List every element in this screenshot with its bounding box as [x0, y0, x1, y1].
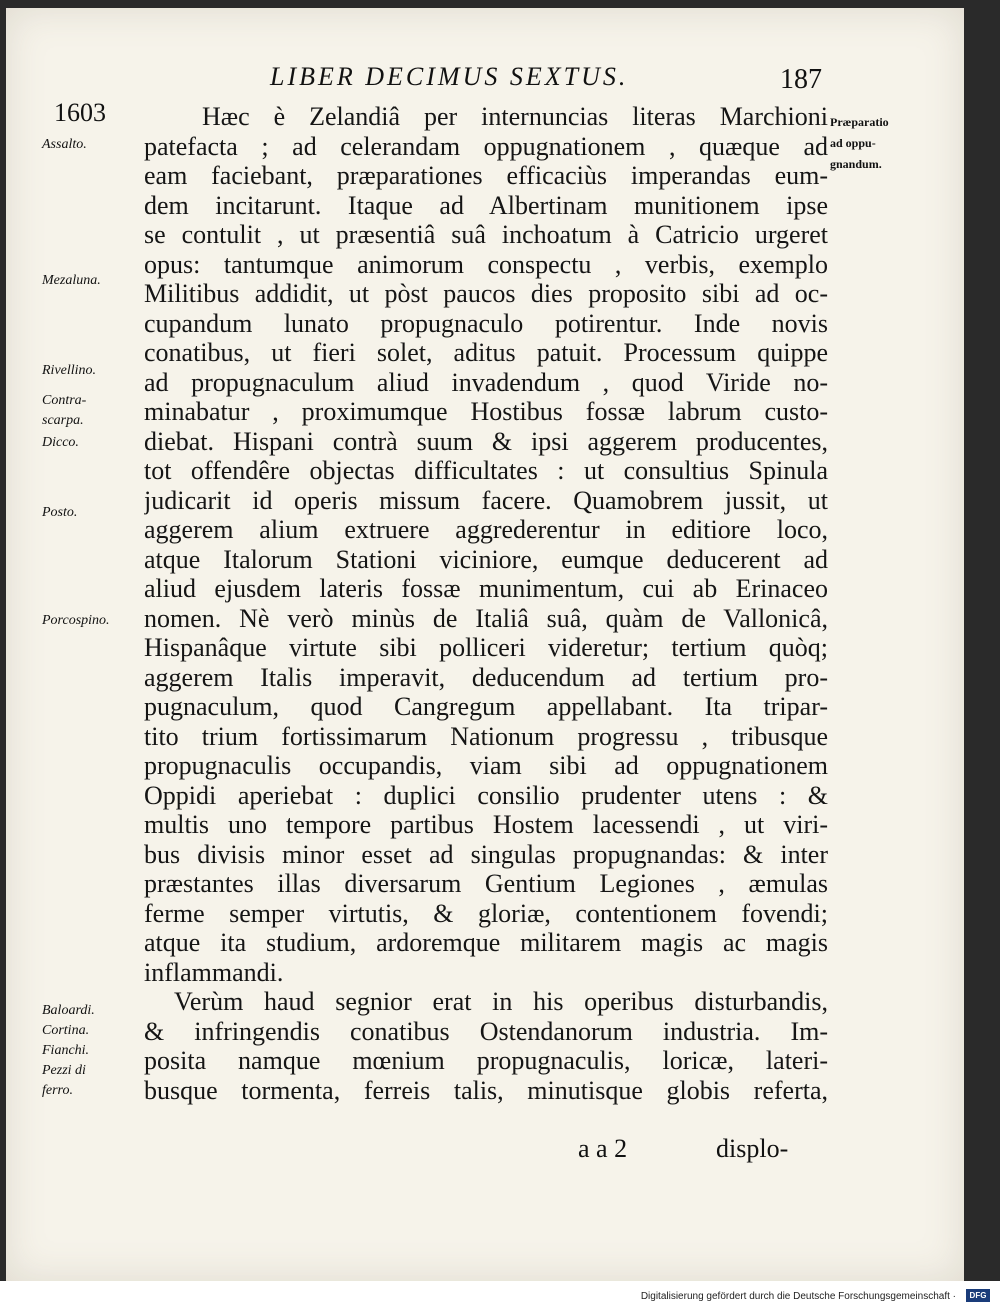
text-line: Oppidi aperiebat : duplici consilio prudenter utens : & — [144, 780, 828, 810]
text-line: posita namque mœnium propugnaculis, loricæ, lateri- — [144, 1046, 828, 1075]
text-line: judicarit id operis missum facere. Quamobrem jussit, ut — [144, 485, 828, 515]
text-line: & infringendis conatibus Ostendanorum industria. Im- — [144, 1016, 828, 1046]
text-line: inflammandi. — [144, 957, 284, 987]
margin-note: Assalto. — [42, 137, 87, 152]
text-line: aliud ejusdem lateris fossæ munimentum, cui ab Erinaceo — [144, 574, 828, 603]
text-line: propugnaculis occupandis, viam sibi ad oppugnationem — [144, 751, 828, 780]
footer-credit: Digitalisierung gefördert durch die Deutsche Forschungsgemeinschaft · — [640, 1291, 956, 1302]
running-head: LIBER DECIMUS SEXTUS. — [270, 62, 629, 91]
text-line: tito trium fortissimarum Nationum progressu , tribusque — [144, 721, 828, 751]
text-line: tot offendêre objectas difficultates : ut consultius Spinula — [144, 456, 828, 485]
text-line: Hæc è Zelandiâ per internuncias literas Marchioni — [202, 102, 828, 131]
text-line: opus: tantumque animorum conspectu , verbis, exemplo — [144, 249, 828, 279]
margin-note: Pezzi di — [42, 1063, 86, 1078]
margin-note: Dicco. — [42, 435, 79, 450]
margin-note: ferro. — [42, 1083, 73, 1098]
signature-mark: a a 2 — [578, 1134, 628, 1163]
body-text — [144, 102, 828, 1105]
text-line: eam faciebant, præparationes efficaciùs imperandas eum- — [144, 161, 828, 190]
text-line: aggerem Italis imperavit, deducendum ad tertium pro- — [144, 662, 828, 692]
text-line: se contulit , ut præsentiâ suâ inchoatum à Catricio urgeret — [144, 220, 828, 249]
margin-note: Fianchi. — [42, 1043, 90, 1058]
margin-note-right-line: gnandum. — [830, 157, 882, 171]
margin-note: Baloardi. — [42, 1003, 95, 1018]
margin-note: Porcospino. — [42, 613, 110, 628]
text-line: Militibus addidit, ut pòst paucos dies proposito sibi ad oc- — [144, 279, 828, 308]
margin-note-right-line: ad oppu- — [830, 136, 876, 150]
text-line: atque Italorum Stationi viciniore, eumque deducerent ad — [144, 544, 828, 574]
text-line: multis uno tempore partibus Hostem lacessendi , ut viri- — [144, 810, 828, 839]
dfg-logo: DFG — [966, 1289, 990, 1302]
text-line: busque tormenta, ferreis talis, minutisque globis referta, — [144, 1075, 828, 1105]
margin-note: Contra- — [42, 393, 87, 408]
text-line: dem incitarunt. Itaque ad Albertinam munitionem ipse — [144, 190, 828, 220]
margin-note: Mezaluna. — [42, 273, 101, 288]
text-line: præstantes illas diversarum Gentium Legiones , æmulas — [144, 869, 828, 898]
margin-note: Posto. — [42, 505, 78, 520]
catchword: displo- — [716, 1134, 789, 1163]
text-line: aggerem alium extruere aggrederentur in editiore loco, — [144, 515, 828, 544]
text-line: conatibus, ut fieri solet, aditus patuit. Processum quippe — [144, 338, 828, 367]
text-line: nomen. Nè verò minùs de Italiâ suâ, quàm de Vallonicâ, — [144, 603, 828, 633]
text-line: ad propugnaculum aliud invadendum , quod Viride no- — [144, 367, 828, 397]
margin-note: Rivellino. — [42, 363, 97, 378]
text-line: pugnaculum, quod Cangregum appellabant. Ita tripar- — [144, 692, 828, 721]
text-line: Verùm haud segnior erat in his operibus disturbandis, — [174, 987, 828, 1016]
text-line: patefacta ; ad celerandam oppugnationem , quæque ad — [144, 131, 828, 161]
margin-note: Cortina. — [42, 1023, 90, 1038]
margin-year: 1603 — [54, 98, 106, 127]
text-line: diebat. Hispani contrà suum & ipsi aggerem producentes, — [144, 426, 828, 456]
text-line: minabatur , proximumque Hostibus fossæ labrum custo- — [144, 397, 828, 426]
margin-note: scarpa. — [42, 413, 84, 428]
margin-note-right-line: Præparatio — [830, 115, 889, 129]
margin-note-right — [830, 112, 930, 175]
text-line: bus divisis minor esset ad singulas propugnandas: & inter — [144, 839, 828, 869]
text-line: atque ita studium, ardoremque militarem magis ac magis — [144, 928, 828, 957]
text-line: ferme semper virtutis, & gloriæ, contentionem fovendi; — [144, 898, 828, 928]
text-line: Hispanâque virtute sibi polliceri videretur; tertium quòq; — [144, 633, 828, 662]
text-line: cupandum lunato propugnaculo potirentur. Inde novis — [144, 308, 828, 338]
page-number: 187 — [780, 64, 822, 95]
